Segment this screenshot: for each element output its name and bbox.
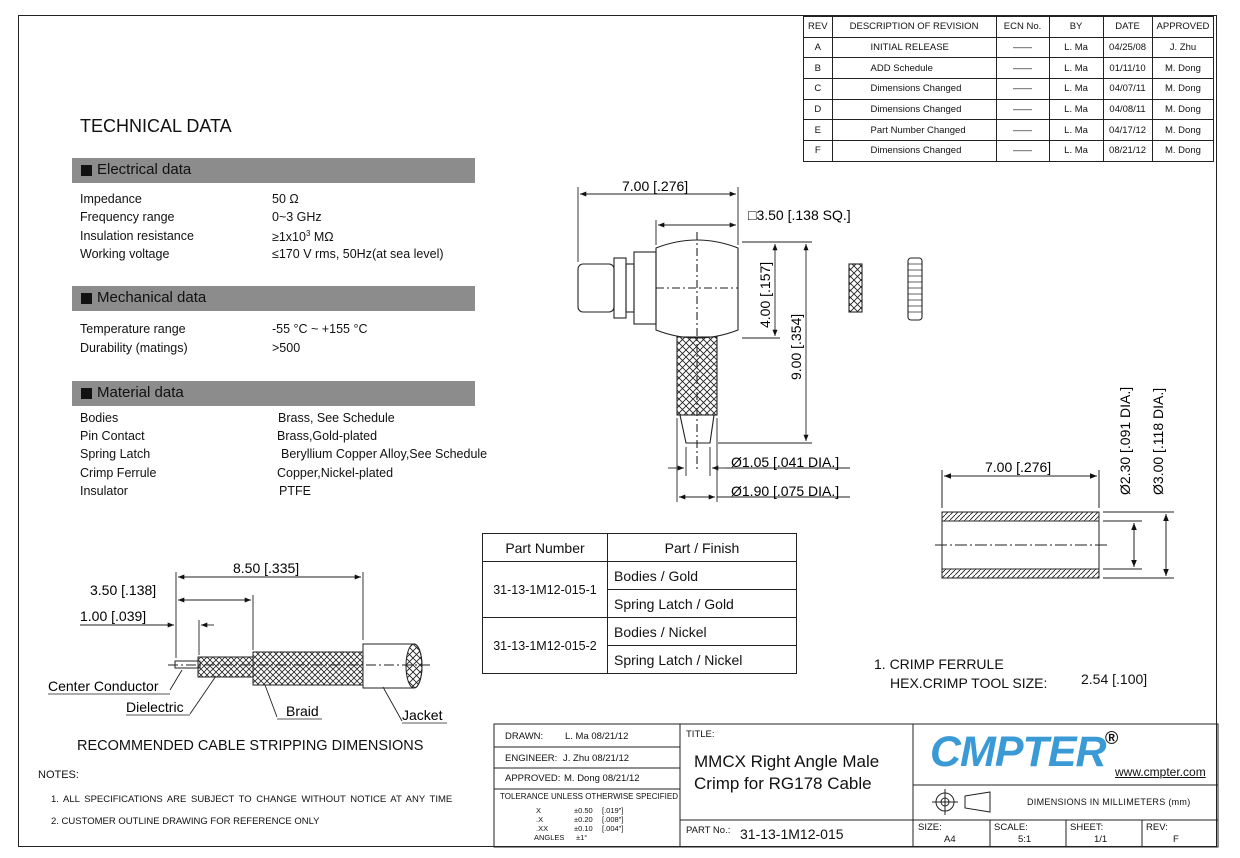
spec-label: Spring Latch xyxy=(80,447,151,461)
revision-cell: B xyxy=(804,58,833,79)
part-no-value: 31-13-1M12-015 xyxy=(740,826,844,842)
approved-value: M. Dong 08/21/12 xyxy=(564,773,640,784)
spec-value: Beryllium Copper Alloy,See Schedule xyxy=(281,447,488,461)
revision-cell: 04/08/11 xyxy=(1103,99,1152,120)
spec-label: Bodies xyxy=(80,411,119,425)
revision-cell: M. Dong xyxy=(1152,99,1214,120)
revision-cell: —— xyxy=(996,141,1049,162)
spec-value: PTFE xyxy=(279,484,311,498)
section-title: Electrical data xyxy=(97,161,192,178)
revision-cell: —— xyxy=(996,99,1049,120)
connector-drawing xyxy=(578,232,922,470)
revision-cell: L. Ma xyxy=(1049,120,1103,141)
dim-pin-diameter: Ø1.05 [.041 DIA.] xyxy=(731,454,840,470)
revision-cell: M. Dong xyxy=(1152,141,1214,162)
revision-cell: 01/11/10 xyxy=(1103,58,1152,79)
drawing-title-line2: Crimp for RG178 Cable xyxy=(694,774,872,793)
spec-value: Copper,Nickel-plated xyxy=(277,466,394,480)
approved-label: APPROVED: xyxy=(505,773,561,784)
size-value: A4 xyxy=(944,834,956,845)
spec-value: >500 xyxy=(272,341,301,355)
cable-drawing xyxy=(168,644,430,688)
dim-cable-diameter: Ø1.90 [.075 DIA.] xyxy=(731,483,840,499)
dimensions-note: DIMENSIONS IN MILLIMETERS (mm) xyxy=(1027,797,1191,807)
spec-label: Pin Contact xyxy=(80,429,145,443)
revision-cell: L. Ma xyxy=(1049,99,1103,120)
table-row xyxy=(483,618,797,646)
tolerance-value: ±1° xyxy=(576,833,588,842)
scale-value: 5:1 xyxy=(1018,834,1032,845)
dim-height-total: 9.00 [.354] xyxy=(788,313,804,380)
spec-value: -55 °C ~ +155 °C xyxy=(272,322,368,336)
revision-cell: 04/17/12 xyxy=(1103,120,1152,141)
section-title: Mechanical data xyxy=(97,289,207,306)
tolerance-value: ±0.10 xyxy=(574,824,593,833)
dim-cable-total: 8.50 [.335] xyxy=(233,560,300,576)
tolerance-inch: [.008"] xyxy=(602,815,624,824)
revision-cell: A xyxy=(804,37,833,58)
revision-cell: INITIAL RELEASE xyxy=(832,37,996,58)
revision-cell: D xyxy=(804,99,833,120)
rev-label: REV: xyxy=(1146,822,1168,833)
label-braid: Braid xyxy=(286,703,319,719)
sheet-label: SHEET: xyxy=(1070,822,1104,833)
revision-cell: —— xyxy=(996,37,1049,58)
dim-ferrule-length: 7.00 [.276] xyxy=(985,459,1052,475)
revision-cell: M. Dong xyxy=(1152,120,1214,141)
finish-cell: Bodies / Nickel xyxy=(608,618,797,646)
revision-cell: L. Ma xyxy=(1049,58,1103,79)
label-center-conductor: Center Conductor xyxy=(48,678,159,694)
table-row xyxy=(483,562,797,590)
spec-value: 0~3 GHz xyxy=(272,210,322,224)
cable-caption: RECOMMENDED CABLE STRIPPING DIMENSIONS xyxy=(77,738,424,754)
revision-header: ECN No. xyxy=(996,17,1049,38)
value-suffix: MΩ xyxy=(310,230,334,245)
part-table-header: Part / Finish xyxy=(608,534,797,562)
revision-cell: —— xyxy=(996,58,1049,79)
spec-value: Brass, See Schedule xyxy=(278,411,395,425)
value-prefix: ≥1x10 xyxy=(272,230,306,245)
engineer-value: J. Zhu 08/21/12 xyxy=(563,753,630,764)
revision-cell: ADD Schedule xyxy=(832,58,996,79)
ferrule-drawing xyxy=(935,470,1174,578)
part-number-cell: 31-13-1M12-015-2 xyxy=(483,618,608,674)
ferrule-tool-size: 2.54 [.100] xyxy=(1081,671,1148,687)
ferrule-note-line1: 1. CRIMP FERRULE xyxy=(874,656,1004,672)
spec-label: Crimp Ferrule xyxy=(80,466,157,480)
revision-cell: 04/07/11 xyxy=(1103,79,1152,100)
revision-cell: L. Ma xyxy=(1049,79,1103,100)
dim-height-small: 4.00 [.157] xyxy=(757,261,773,328)
note-item: 1. ALL SPECIFICATIONS ARE SUBJECT TO CHANGE WITHOUT NOTICE AT ANY TIME xyxy=(51,794,453,805)
ferrule-note-line2: HEX.CRIMP TOOL SIZE: xyxy=(890,675,1048,691)
spec-label: Working voltage xyxy=(80,247,170,261)
part-table-header: Part Number xyxy=(483,534,608,562)
dim-cable-mid: 3.50 [.138] xyxy=(90,582,157,598)
revision-cell: J. Zhu xyxy=(1152,37,1214,58)
finish-cell: Bodies / Gold xyxy=(608,562,797,590)
revision-cell: M. Dong xyxy=(1152,58,1214,79)
revision-cell: Part Number Changed xyxy=(832,120,996,141)
spec-label: Insulator xyxy=(80,484,128,498)
revision-cell: L. Ma xyxy=(1049,141,1103,162)
revision-header: APPROVED xyxy=(1152,17,1214,38)
tolerance-key: X xyxy=(536,806,542,815)
dim-connector-length: 7.00 [.276] xyxy=(622,178,689,194)
tolerance-key: .X xyxy=(536,815,544,824)
revision-header: DATE xyxy=(1103,17,1152,38)
drawn-value: L. Ma 08/21/12 xyxy=(565,731,629,742)
revision-cell: F xyxy=(804,141,833,162)
label-jacket: Jacket xyxy=(402,707,443,723)
dim-ferrule-outer-diameter: Ø3.00 [.118 DIA.] xyxy=(1150,387,1166,495)
revision-cell: L. Ma xyxy=(1049,37,1103,58)
notes-title: NOTES: xyxy=(38,769,79,781)
revision-cell: E xyxy=(804,120,833,141)
part-number-cell: 31-13-1M12-015-1 xyxy=(483,562,608,618)
spec-value: ≤170 V rms, 50Hz(at sea level) xyxy=(272,247,444,261)
logo-registered-mark: ® xyxy=(1105,728,1119,748)
finish-cell: Spring Latch / Gold xyxy=(608,590,797,618)
spec-label: Frequency range xyxy=(80,210,175,224)
section-title: Material data xyxy=(97,384,184,401)
finish-cell: Spring Latch / Nickel xyxy=(608,646,797,674)
company-website-link[interactable]: www.cmpter.com xyxy=(1115,765,1206,779)
spec-value: Brass,Gold-plated xyxy=(277,429,378,443)
tolerance-key: ANGLES xyxy=(534,833,565,842)
page-title: TECHNICAL DATA xyxy=(80,116,232,136)
dim-ferrule-inner-diameter: Ø2.30 [.091 DIA.] xyxy=(1117,386,1133,495)
tolerance-inch: [.004"] xyxy=(602,824,624,833)
revision-header: REV xyxy=(804,17,833,38)
part-no-label: PART No.: xyxy=(686,825,731,836)
revision-cell: 04/25/08 xyxy=(1103,37,1152,58)
label-dielectric: Dielectric xyxy=(126,699,184,715)
spec-label: Insulation resistance xyxy=(80,229,194,243)
spec-label: Temperature range xyxy=(80,322,186,336)
drawn-label: DRAWN: xyxy=(505,731,544,742)
projection-symbol-icon xyxy=(932,789,990,815)
tolerance-value: ±0.50 xyxy=(574,806,593,815)
revision-cell: M. Dong xyxy=(1152,79,1214,100)
scale-label: SCALE: xyxy=(994,822,1028,833)
note-item: 2. CUSTOMER OUTLINE DRAWING FOR REFERENCE ONLY xyxy=(51,816,320,827)
engineer-label: ENGINEER: xyxy=(505,753,558,764)
value-exponent: 3 xyxy=(305,229,311,238)
sheet-value: 1/1 xyxy=(1094,834,1108,845)
revision-cell: —— xyxy=(996,79,1049,100)
spec-label: Impedance xyxy=(80,192,142,206)
dim-cable-small: 1.00 [.039] xyxy=(80,608,147,624)
company-logo: CMPTER xyxy=(930,728,1106,776)
revision-cell: —— xyxy=(996,120,1049,141)
revision-cell: C xyxy=(804,79,833,100)
size-label: SIZE: xyxy=(918,822,942,833)
revision-header: DESCRIPTION OF REVISION xyxy=(832,17,996,38)
revision-header: BY xyxy=(1049,17,1103,38)
rev-value: F xyxy=(1173,834,1179,845)
title-label: TITLE: xyxy=(686,729,715,740)
dim-square-size: □3.50 [.138 SQ.] xyxy=(748,207,851,223)
revision-cell: Dimensions Changed xyxy=(832,79,996,100)
revision-cell: Dimensions Changed xyxy=(832,99,996,120)
spec-value: 50 Ω xyxy=(272,192,299,206)
part-table-header-row xyxy=(483,534,797,562)
spec-label: Durability (matings) xyxy=(80,341,188,355)
tolerance-title: TOLERANCE UNLESS OTHERWISE SPECIFIED xyxy=(500,792,678,801)
revision-cell: 08/21/12 xyxy=(1103,141,1152,162)
part-number-table xyxy=(482,533,797,674)
tolerance-value: ±0.20 xyxy=(574,815,593,824)
tolerance-key: .XX xyxy=(536,824,549,833)
drawing-title-line1: MMCX Right Angle Male xyxy=(694,752,880,771)
tolerance-inch: [.019"] xyxy=(602,806,624,815)
revision-cell: Dimensions Changed xyxy=(832,141,996,162)
